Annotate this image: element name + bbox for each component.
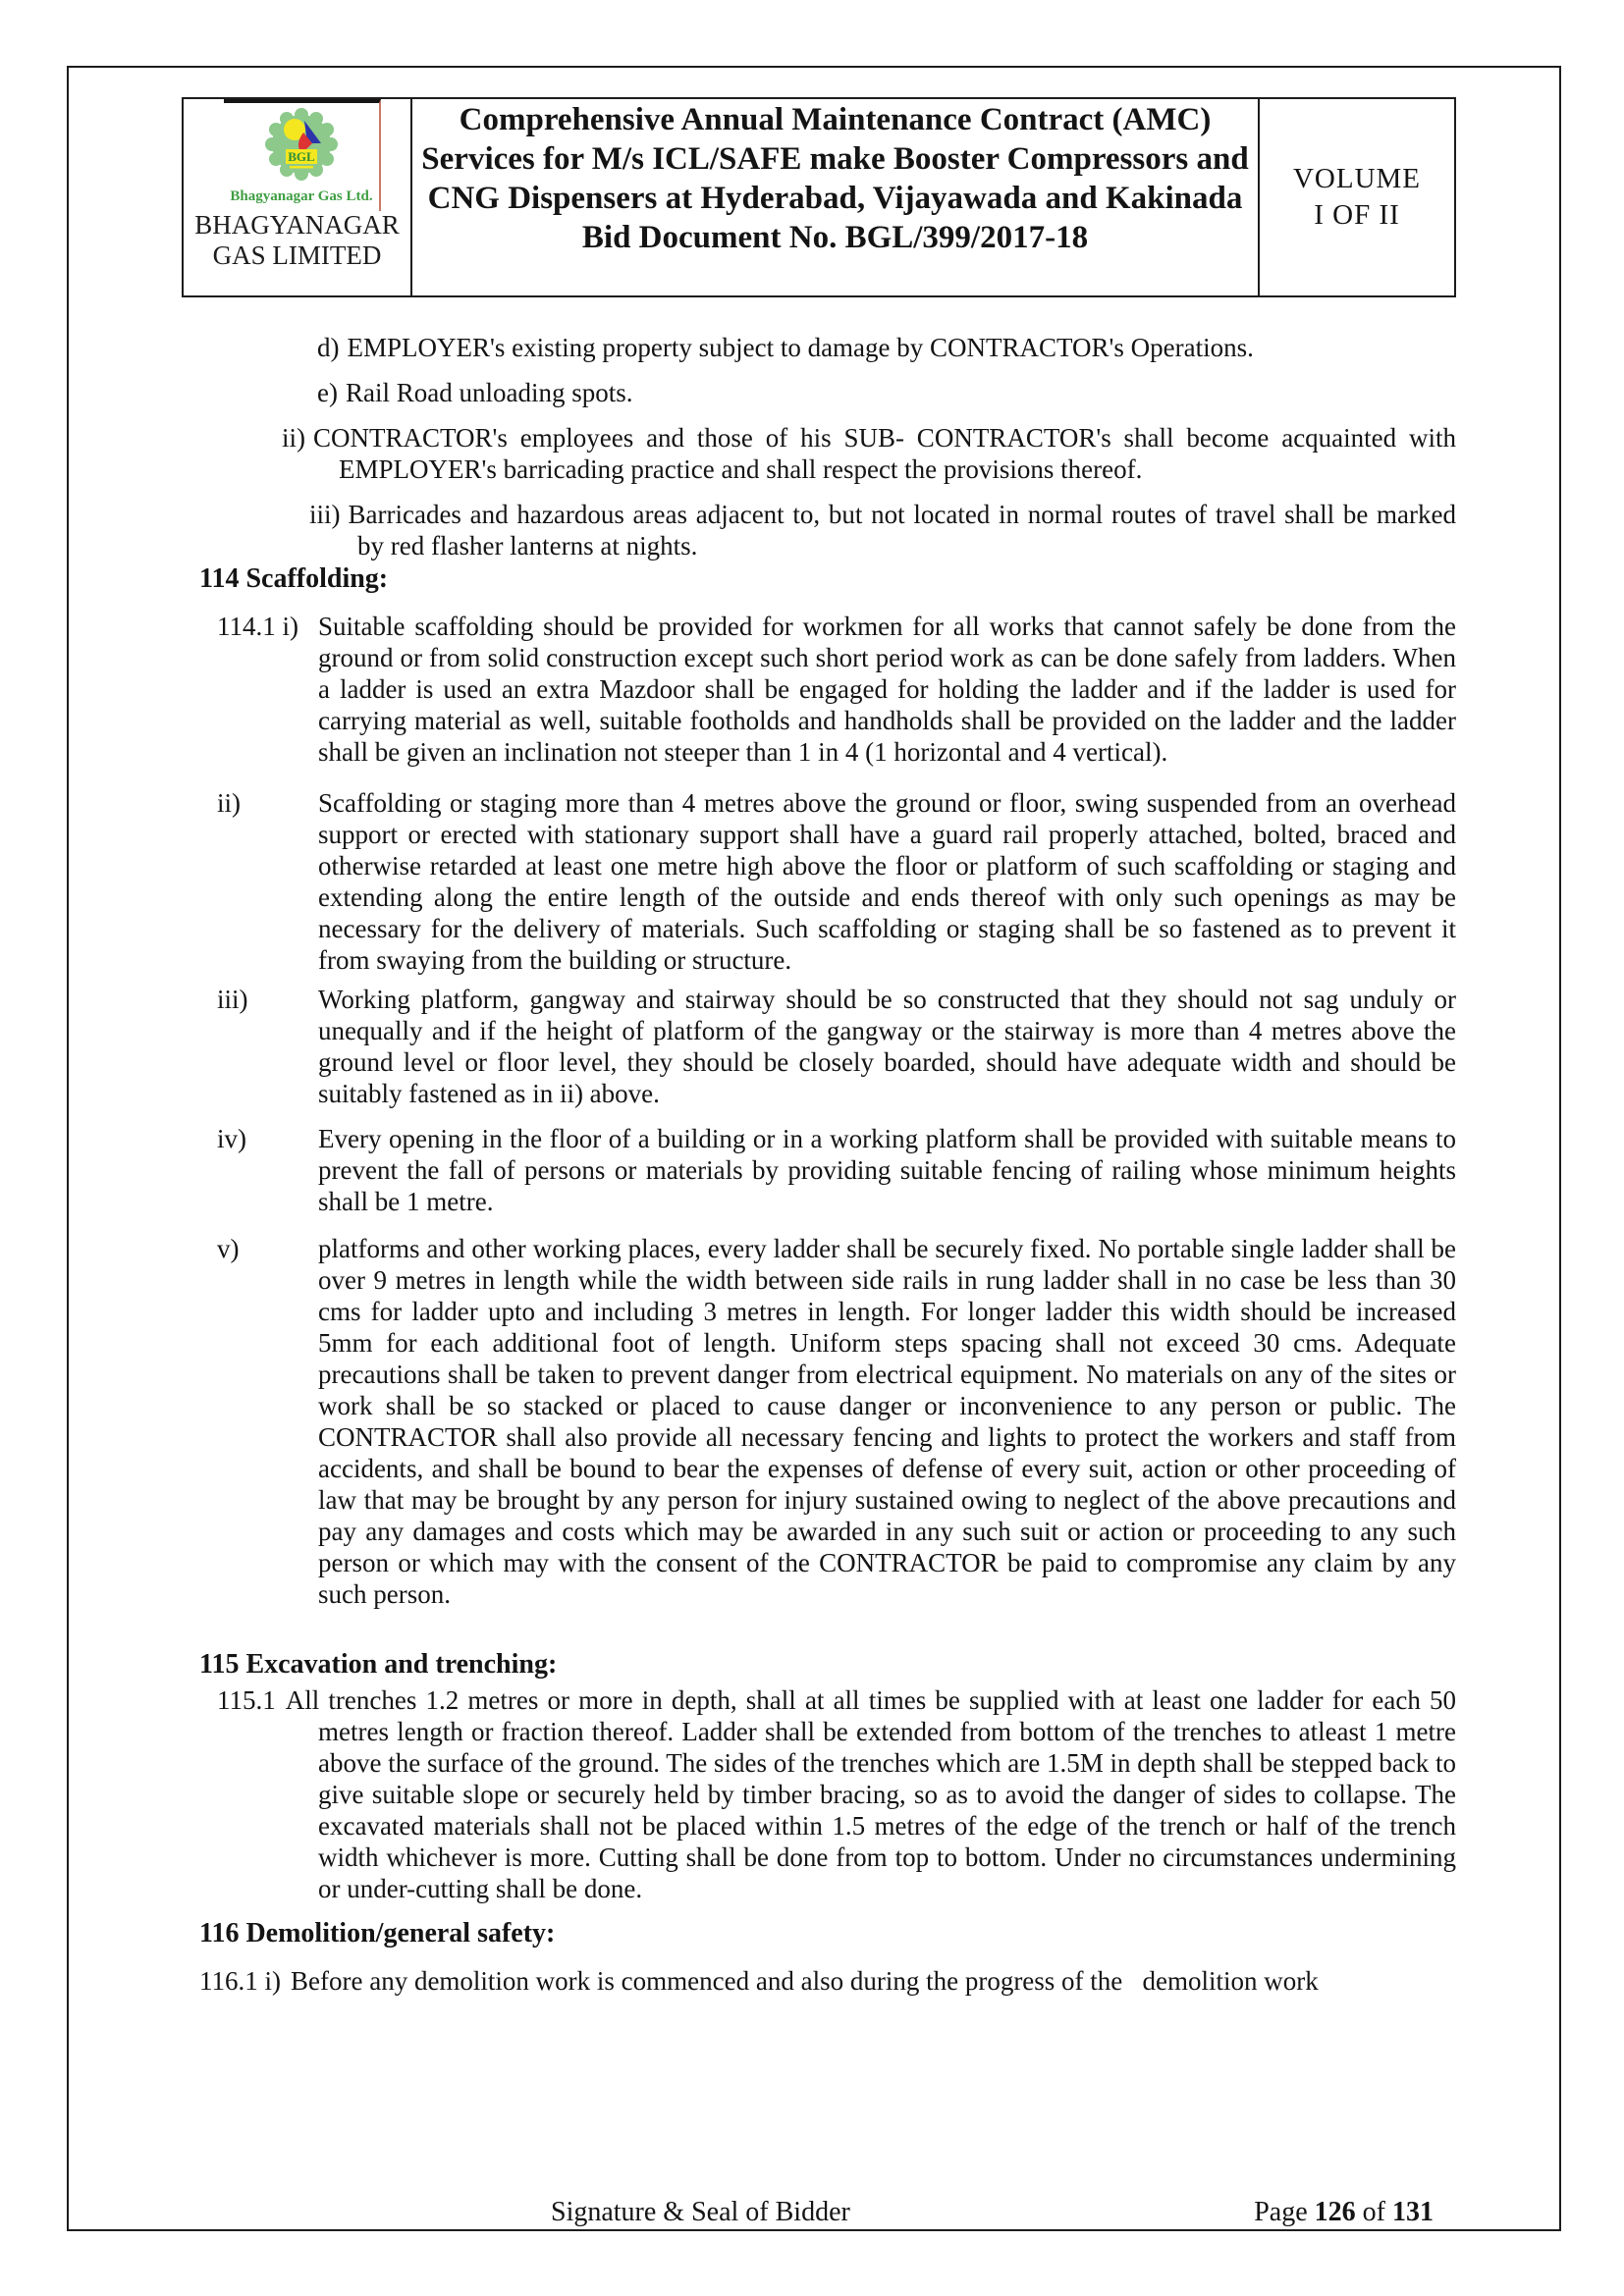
clause-114-iii xyxy=(199,984,1456,1109)
logo-caption: Bhagyanagar Gas Ltd. xyxy=(230,188,373,204)
list-item-iii-text: Barricades and hazardous areas adjacent to, but not located in normal routes of travel shall be marked by red flasher lanterns at nights. xyxy=(348,500,1456,561)
clause-116-1-text: Before any demolition work is commenced and also during the progress of the demolition work xyxy=(291,1966,1319,1996)
clause-114-iii-text: Working platform, gangway and stairway should be so constructed that they should not sag unduly or unequally and if the height of platform of the gangway or the stairway is more than 4 metres above the ground level or floor level, they should be closely boarded, should have adequate width and should be suitably fastened as in ii) above. xyxy=(318,985,1456,1108)
clause-115-1-text: All trenches 1.2 metres or more in depth, shall at all times be supplied with at least one ladder for each 50 metres length or fraction thereof. Ladder shall be extended from bottom of the trenches to atleast 1 metre above the surface of the ground. The sides of the trenches which are 1.5M in depth shall be stepped back to give suitable slope or securely held by timber bracing, so as to avoid the danger of sides to collapse. The excavated materials shall not be placed within 1.5 metres of the edge of the trench or half of the trench width whichever is more. Cutting shall be done from top to bottom. Under no circumstances undermining or under-cutting shall be done. xyxy=(285,1685,1456,1903)
volume-label: VOLUME xyxy=(1292,163,1422,194)
list-item-ii xyxy=(199,422,1456,485)
list-item-ii-label: ii) xyxy=(282,423,305,453)
header-table xyxy=(182,97,1456,297)
logo-monogram: BGL xyxy=(288,149,315,164)
list-item-iii-label: iii) xyxy=(309,500,341,529)
clause-114-v xyxy=(199,1233,1456,1610)
title-cell xyxy=(412,99,1260,295)
clause-115-1 xyxy=(199,1684,1456,1904)
company-logo xyxy=(224,99,381,211)
volume-number: I OF II xyxy=(1314,199,1400,231)
list-item-e xyxy=(199,377,1456,408)
bgl-flower-icon xyxy=(261,103,342,186)
company-name-line1: BHAGYANAGAR xyxy=(194,210,400,240)
section-heading-115: 115 Excavation and trenching: xyxy=(199,1649,558,1680)
clause-115-1-label: 115.1 xyxy=(217,1685,276,1715)
clause-114-1 xyxy=(199,611,1456,768)
bid-document-number: Bid Document No. BGL/399/2017-18 xyxy=(581,220,1089,255)
list-item-d-label: d) xyxy=(317,333,340,362)
page-total: 131 xyxy=(1392,2197,1434,2227)
page-prefix: Page xyxy=(1254,2197,1308,2227)
document-body xyxy=(199,332,1456,1997)
page-of: of xyxy=(1362,2197,1385,2227)
clause-114-v-label: v) xyxy=(217,1234,240,1263)
logo-cell xyxy=(184,99,412,295)
list-item-e-label: e) xyxy=(317,378,338,407)
clause-114-1-text: Suitable scaffolding should be provided for workmen for all works that cannot safely be done from the ground or from solid construction except such short period work as can be done safely from ladders. When a ladder is used an extra Mazdoor shall be engaged for holding the ladder and if the ladder is used for carrying material as well, suitable footholds and handholds shall be provided on the ladder and the ladder shall be given an inclination not steeper than 1 in 4 (1 horizontal and 4 vertical). xyxy=(318,612,1456,767)
clause-114-1-label: 114.1 i) xyxy=(217,612,298,641)
list-item-iii xyxy=(199,499,1456,561)
company-name-line2: GAS LIMITED xyxy=(212,240,382,270)
section-heading-116: 116 Demolition/general safety: xyxy=(199,1918,556,1949)
company-name xyxy=(184,210,410,271)
clause-114-iv xyxy=(199,1123,1456,1217)
list-item-d-text: EMPLOYER's existing property subject to damage by CONTRACTOR's Operations. xyxy=(347,333,1254,362)
clause-114-iv-text: Every opening in the floor of a building or in a working platform shall be provided with suitable means to prevent the fall of persons or materials by providing suitable fencing of railing whose minimum heights shall be 1 metre. xyxy=(318,1124,1456,1216)
list-item-e-text: Rail Road unloading spots. xyxy=(345,378,633,407)
document-title: Comprehensive Annual Maintenance Contract (AMC) Services for M/s ICL/SAFE make Booster Compressors and CNG Dispensers at Hyderabad, Vijayawada and Kakinada xyxy=(421,102,1249,216)
clause-116-1 xyxy=(199,1965,1456,1997)
list-item-d xyxy=(199,332,1456,363)
clause-114-iv-label: iv) xyxy=(217,1124,246,1153)
footer-signature: Signature & Seal of Bidder xyxy=(551,2197,850,2227)
section-heading-114: 114 Scaffolding: xyxy=(199,563,389,594)
clause-114-ii xyxy=(199,787,1456,976)
list-item-ii-text: CONTRACTOR's employees and those of his SUB- CONTRACTOR's shall become acquainted with EMPLOYER's barricading practice and shall respect the provisions thereof. xyxy=(313,423,1456,484)
clause-116-1-label: 116.1 i) xyxy=(199,1966,281,1996)
footer-page-number xyxy=(1254,2197,1434,2228)
page-current: 126 xyxy=(1314,2197,1356,2227)
clause-114-ii-text: Scaffolding or staging more than 4 metres above the ground or floor, swing suspended from an overhead support or erected with stationary support shall have a guard rail properly attached, bolted, braced and otherwise retarded at least one metre high above the floor or platform of such scaffolding or staging and extending along the entire length of the outside and ends thereof with only such openings as may be necessary for the delivery of materials. Such scaffolding or staging shall be so fastened as to prevent it from swaying from the building or structure. xyxy=(318,788,1456,975)
volume-cell xyxy=(1260,99,1454,295)
clause-114-iii-label: iii) xyxy=(217,985,248,1014)
clause-114-v-text: platforms and other working places, every ladder shall be securely fixed. No portable single ladder shall be over 9 metres in length while the width between side rails in rung ladder shall in no case be less than 30 cms for ladder upto and including 3 metres in length. For longer ladder this width should be increased 5mm for each additional foot of length. Uniform steps spacing shall not exceed 30 cms. Adequate precautions shall be taken to prevent danger from electrical equipment. No materials on any of the sites or work shall be so stacked or placed to cause danger or inconvenience to any person or public. The CONTRACTOR shall also provide all necessary fencing and lights to protect the workers and staff from accidents, and shall be bound to bear the expenses of defense of every suit, action or other proceeding of law that may be brought by any person for injury sustained owing to neglect of the above precautions and pay any damages and costs which may be awarded in any such suit or action or proceeding to any such person or which may with the consent of the CONTRACTOR be paid to compromise any claim by any such person. xyxy=(318,1234,1456,1609)
clause-114-ii-label: ii) xyxy=(217,788,241,818)
